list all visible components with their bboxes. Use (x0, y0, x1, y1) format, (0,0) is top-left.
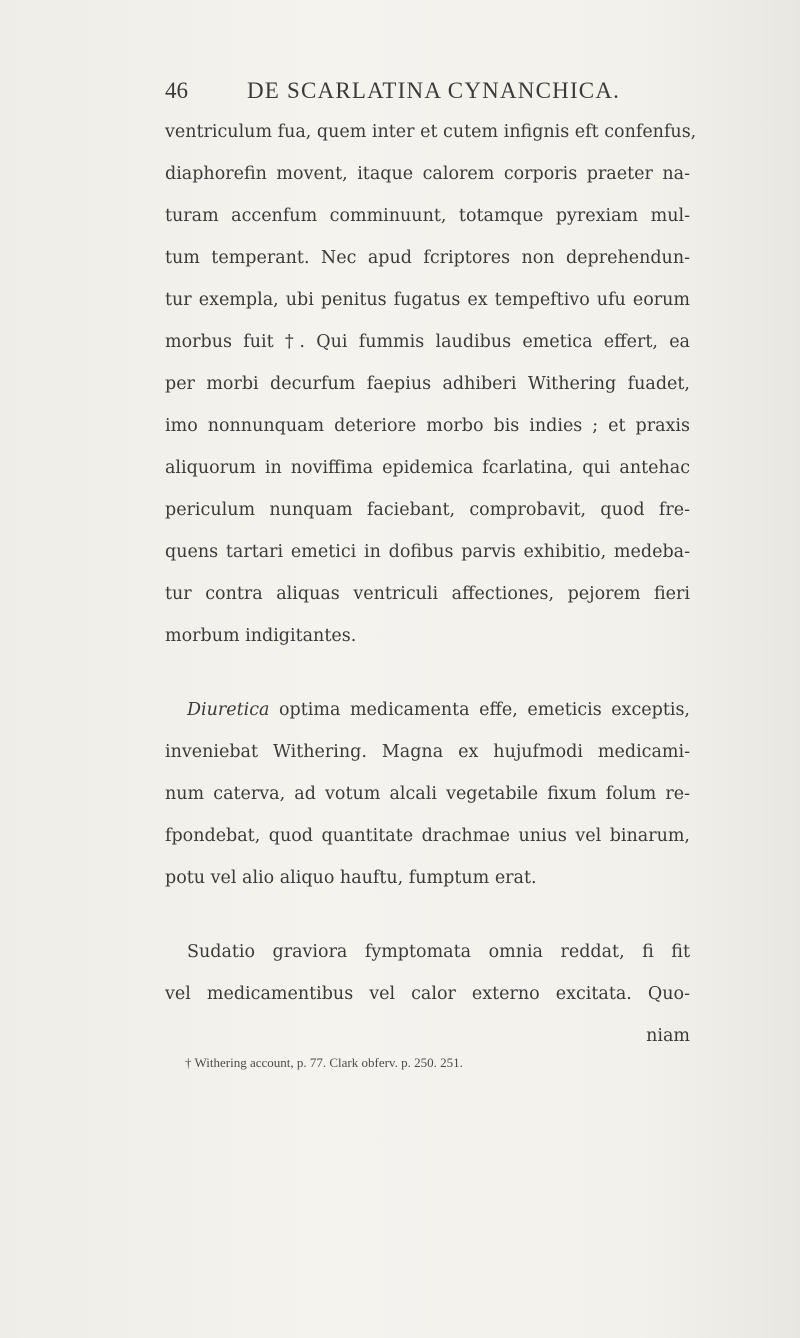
text-line: periculum nunquam faciebant, comprobavit, quod fre- (165, 500, 690, 520)
text-line: morbus fuit †. Qui fummis laudibus emetica effert, ea (165, 332, 690, 352)
text-line: tur contra aliquas ventriculi affectiones, pejorem fieri (165, 584, 690, 604)
paragraph-2-first-line-text: optima medicamenta effe, emeticis exceptis, (269, 700, 690, 720)
text-line: morbum indigitantes. (165, 626, 357, 646)
text-line: diaphorefin movent, itaque calorem corporis praeter na- (165, 164, 690, 184)
paragraph-2-line (165, 689, 690, 731)
text-line: vel medicamentibus vel calor externo excitata. Quo- (165, 984, 690, 1004)
text-line: ventriculum fua, quem inter et cutem infignis eft confenfus, (165, 122, 697, 142)
text-line: aliquorum in noviffima epidemica fcarlatina, qui antehac (165, 458, 690, 478)
text-line: per morbi decurfum faepius adhiberi Withering fuadet, (165, 374, 690, 394)
page-header (165, 78, 700, 110)
text-line: quens tartari emetici in dofibus parvis exhibitio, medeba- (165, 542, 690, 562)
paragraph-2 (165, 689, 690, 899)
text-line: turam accenfum comminuunt, totamque pyrexiam mul- (165, 206, 690, 226)
text-line: inveniebat Withering. Magna ex hujufmodi medicami- (165, 742, 690, 762)
page-number: 46 (165, 78, 188, 103)
text-line: potu vel alio aliquo hauftu, fumptum erat. (165, 868, 537, 888)
text-line: tum temperant. Nec apud fcriptores non deprehendun- (165, 248, 690, 268)
italic-lead-word: Diuretica (187, 700, 270, 720)
body-text (165, 111, 697, 1057)
catchword: niam (646, 1026, 690, 1046)
footnote: † Withering account, p. 77. Clark obferv. p. 250. 251. (185, 1055, 463, 1070)
paragraph-3-line: Sudatio graviora fymptomata omnia reddat, fi fit (187, 942, 690, 962)
text-line: num caterva, ad votum alcali vegetabile fixum folum re- (165, 784, 690, 804)
paragraph-3 (165, 931, 690, 1057)
text-line: imo nonnunquam deteriore morbo bis indies ; et praxis (165, 416, 690, 436)
text-line: tur exempla, ubi penitus fugatus ex tempeftivo ufu eorum (165, 290, 690, 310)
paragraph-1 (165, 111, 697, 657)
text-line: fpondebat, quod quantitate drachmae unius vel binarum, (165, 826, 690, 846)
running-head: DE SCARLATINA CYNANCHICA. (247, 78, 621, 103)
